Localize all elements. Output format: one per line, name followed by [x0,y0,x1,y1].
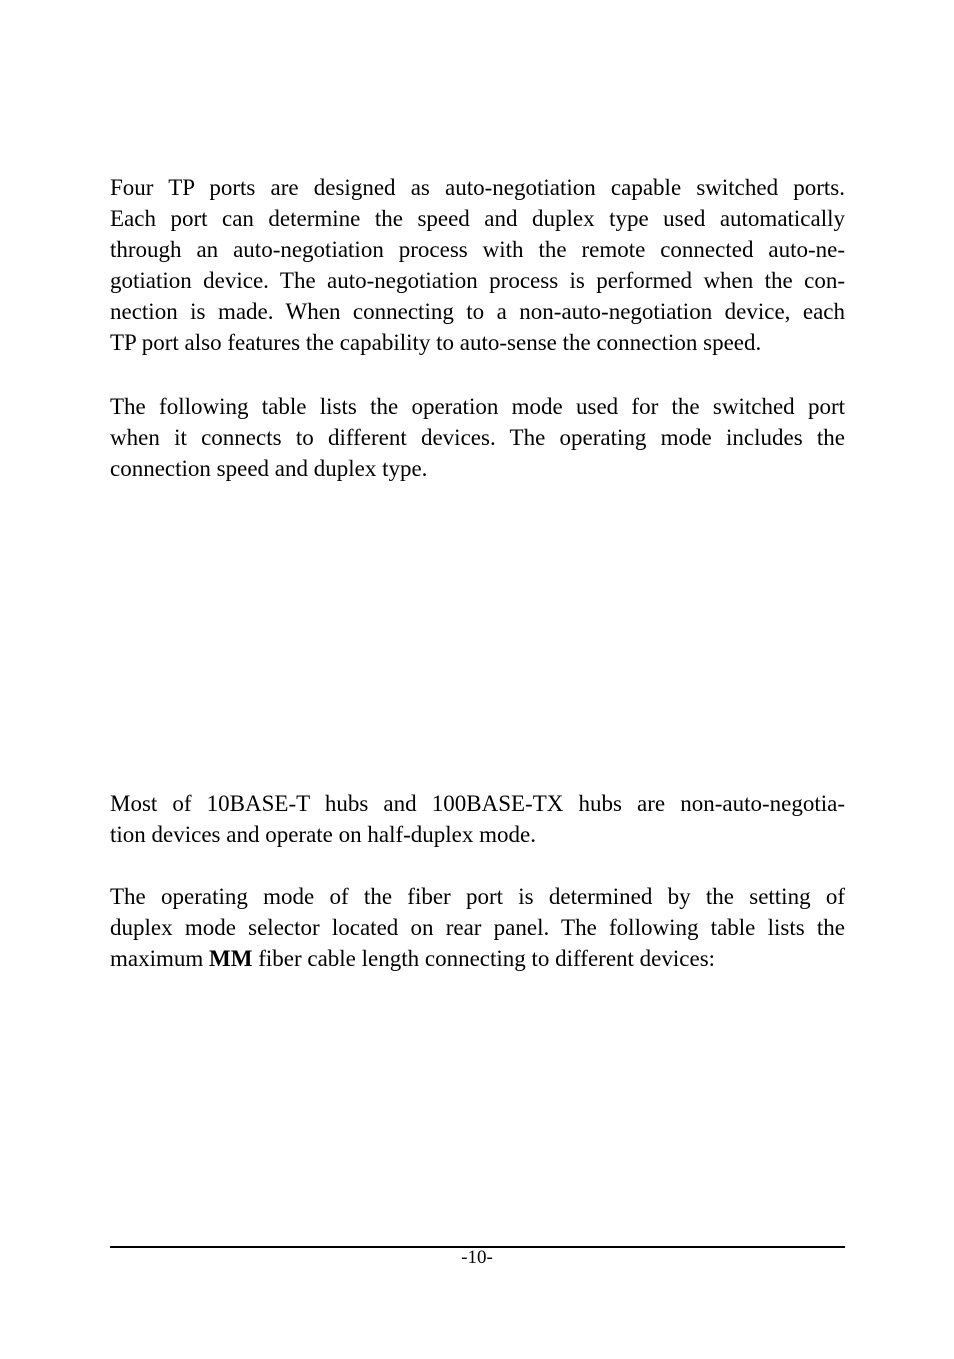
bold-term-mm: MM [209,946,253,971]
text-line: duplex mode selector located on rear panel. The following table lists the [110,915,845,940]
text-line: nection is made. When connecting to a non-auto-negotiation device, each [110,299,845,324]
text-line: Four TP ports are designed as auto-negotiation capable switched ports. [110,175,845,200]
page-number: -10- [461,1247,493,1268]
text-line: tion devices and operate on half-duplex mode. [110,822,536,847]
text-line: connection speed and duplex type. [110,456,428,481]
text-line: Each port can determine the speed and duplex type used automatically [110,206,845,231]
text-line-mm [110,943,845,974]
paragraph-hubs-note [110,788,845,850]
text-run: maximum [110,946,210,971]
text-line: TP port also features the capability to auto-sense the connection speed. [110,330,762,355]
text-run: fiber cable length connecting to different devices: [252,946,716,971]
text-line: The following table lists the operation mode used for the switched port [110,394,845,419]
paragraph-fiber-port [110,881,845,974]
text-line: through an auto-negotiation process with the remote connected auto-ne- [110,237,845,262]
text-line: The operating mode of the fiber port is determined by the setting of [110,884,845,909]
paragraph-operation-mode-intro [110,391,845,484]
text-line: when it connects to different devices. The operating mode includes the [110,425,845,450]
text-line: gotiation device. The auto-negotiation process is performed when the con- [110,268,845,293]
text-line: Most of 10BASE-T hubs and 100BASE-TX hubs are non-auto-negotia- [110,791,845,816]
paragraph-auto-negotiation [110,172,845,358]
